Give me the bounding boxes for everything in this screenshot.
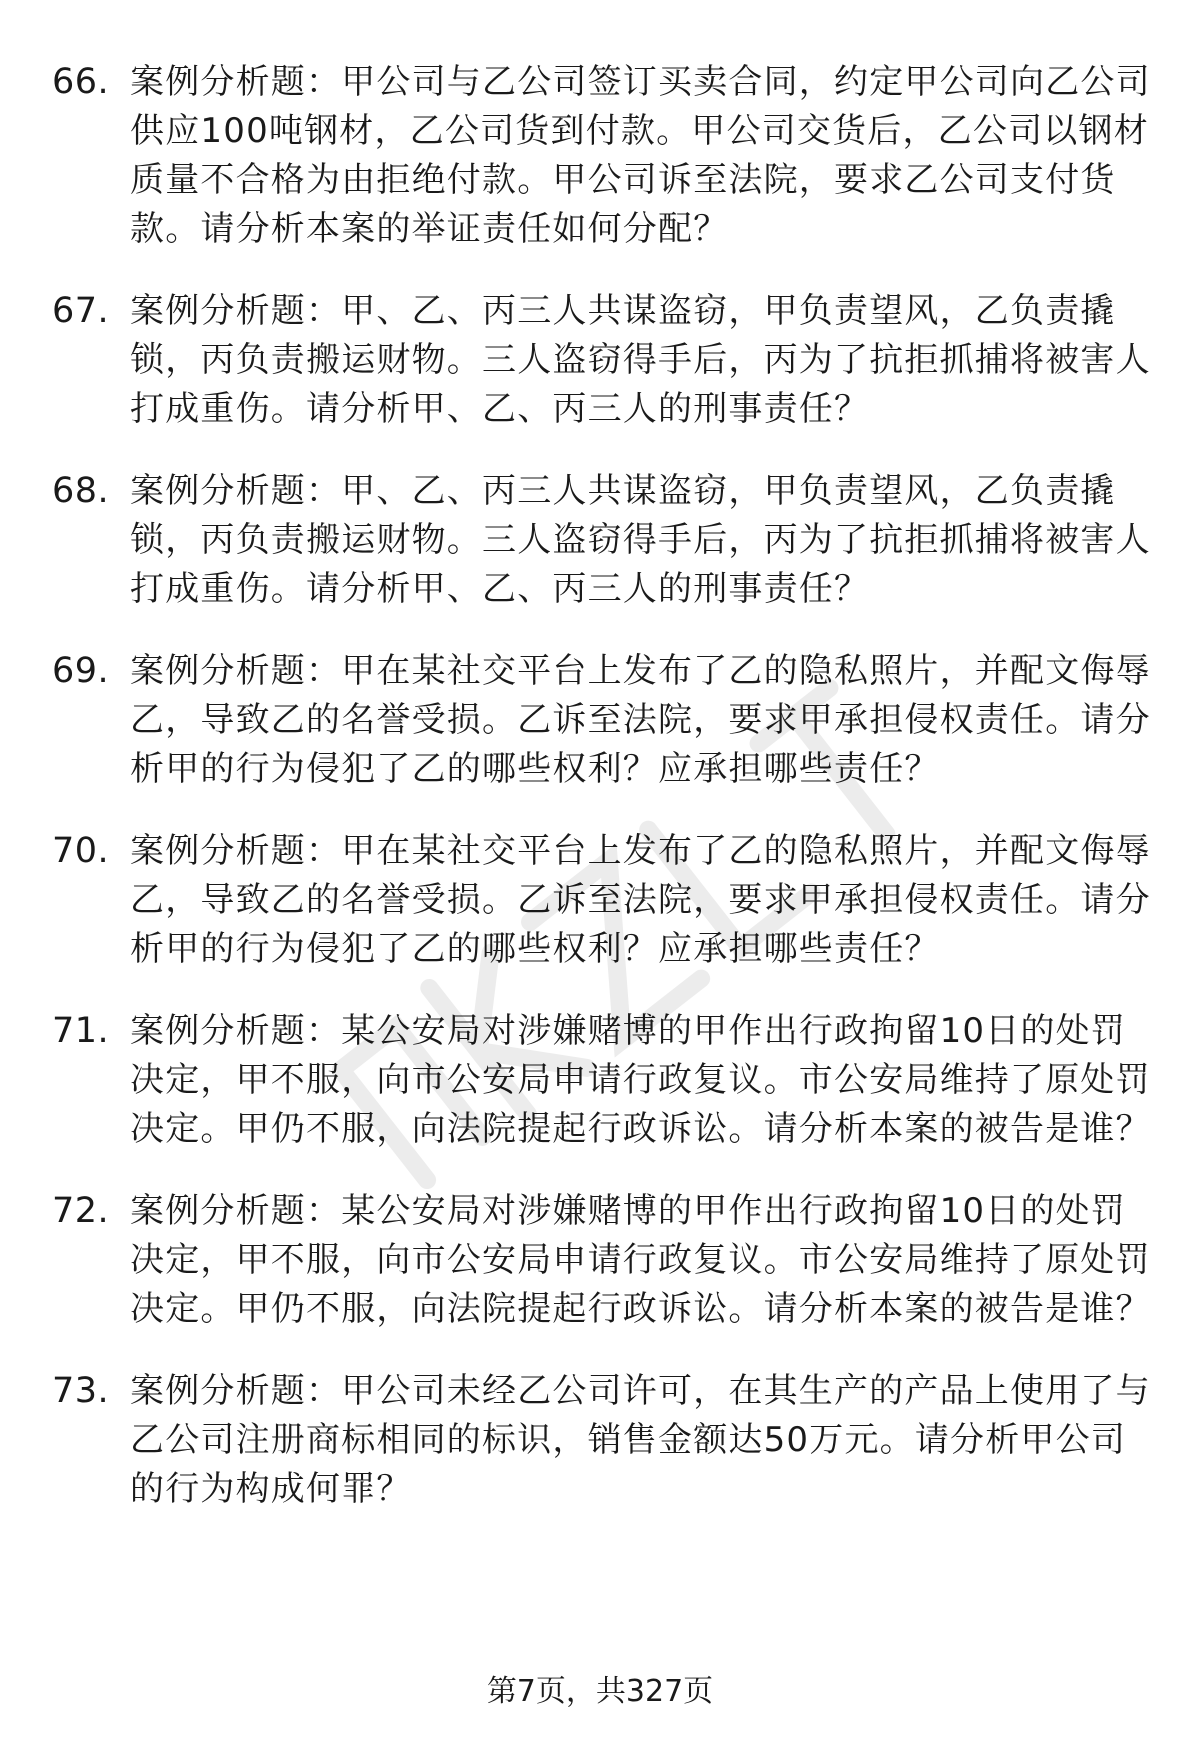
- question-item: [52, 1007, 1152, 1154]
- question-text: 案例分析题：甲公司未经乙公司许可，在其生产的产品上使用了与乙公司注册商标相同的标识，销售金额达50万元。请分析甲公司的行为构成何罪？: [130, 1371, 1151, 1509]
- question-item: [52, 647, 1152, 794]
- question-item: [52, 58, 1152, 254]
- question-text: 案例分析题：甲在某社交平台上发布了乙的隐私照片，并配文侮辱乙，导致乙的名誉受损。乙诉至法院，要求甲承担侵权责任。请分析甲的行为侵犯了乙的哪些权利？应承担哪些责任？: [130, 651, 1151, 789]
- question-text: 案例分析题：某公安局对涉嫌赌博的甲作出行政拘留10日的处罚决定，甲不服，向市公安局申请行政复议。市公安局维持了原处罚决定。甲仍不服，向法院提起行政诉讼。请分析本案的被告是谁？: [130, 1011, 1151, 1149]
- question-number: 72.: [52, 1191, 110, 1231]
- question-number: 71.: [52, 1011, 110, 1051]
- question-number: 73.: [52, 1371, 110, 1411]
- question-text: 案例分析题：甲、乙、丙三人共谋盗窃，甲负责望风，乙负责撬锁，丙负责搬运财物。三人盗窃得手后，丙为了抗拒抓捕将被害人打成重伤。请分析甲、乙、丙三人的刑事责任？: [130, 291, 1151, 429]
- question-item: [52, 827, 1152, 974]
- question-item: [52, 287, 1152, 434]
- question-number: 67.: [52, 291, 110, 331]
- question-text: 案例分析题：甲在某社交平台上发布了乙的隐私照片，并配文侮辱乙，导致乙的名誉受损。乙诉至法院，要求甲承担侵权责任。请分析甲的行为侵犯了乙的哪些权利？应承担哪些责任？: [130, 831, 1151, 969]
- question-item: [52, 1187, 1152, 1334]
- question-text: 案例分析题：某公安局对涉嫌赌博的甲作出行政拘留10日的处罚决定，甲不服，向市公安局申请行政复议。市公安局维持了原处罚决定。甲仍不服，向法院提起行政诉讼。请分析本案的被告是谁？: [130, 1191, 1151, 1329]
- question-number: 66.: [52, 62, 110, 102]
- question-text: 案例分析题：甲公司与乙公司签订买卖合同，约定甲公司向乙公司供应100吨钢材，乙公司货到付款。甲公司交货后，乙公司以钢材质量不合格为由拒绝付款。甲公司诉至法院，要求乙公司支付货款。请分析本案的举证责任如何分配？: [130, 62, 1151, 249]
- question-number: 68.: [52, 471, 110, 511]
- question-item: [52, 1367, 1152, 1514]
- question-text: 案例分析题：甲、乙、丙三人共谋盗窃，甲负责望风，乙负责撬锁，丙负责搬运财物。三人盗窃得手后，丙为了抗拒抓捕将被害人打成重伤。请分析甲、乙、丙三人的刑事责任？: [130, 471, 1151, 609]
- page-footer: 第7页，共327页: [486, 1674, 714, 1709]
- question-item: [52, 467, 1152, 614]
- question-number: 70.: [52, 831, 110, 871]
- question-list: [52, 58, 1152, 1547]
- question-number: 69.: [52, 651, 110, 691]
